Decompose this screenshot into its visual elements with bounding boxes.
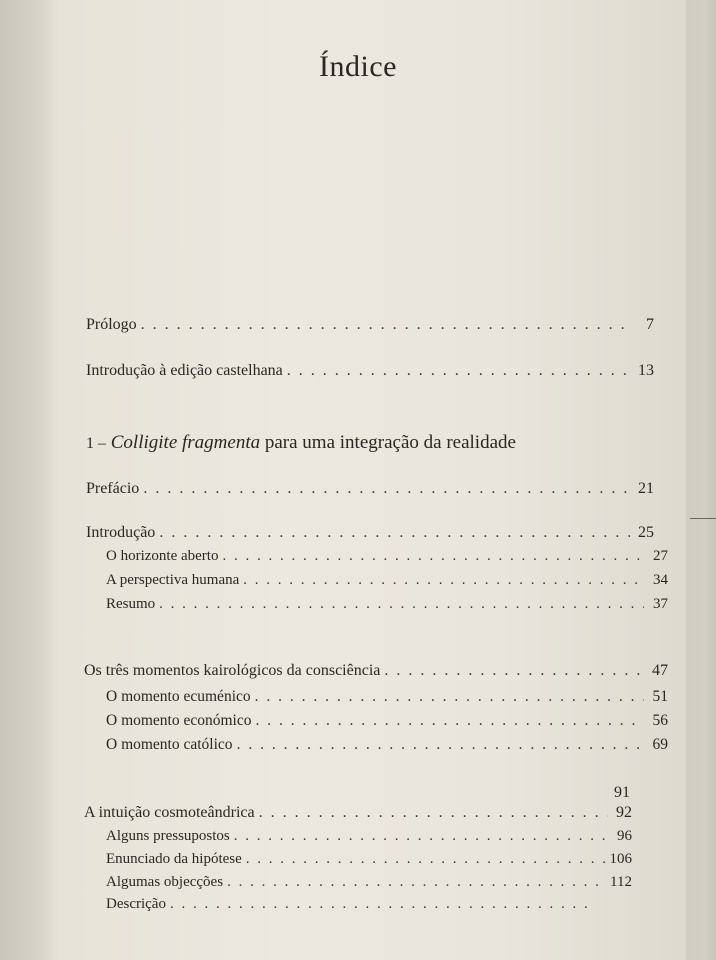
leader-dots [246, 851, 606, 868]
toc-entry-label: O momento católico [106, 736, 233, 753]
toc-page-number: 92 [616, 804, 632, 821]
toc-page-number: 56 [652, 712, 668, 729]
leader-dots [170, 896, 590, 913]
part-title-italic: Colligite fragmenta [110, 432, 261, 453]
leader-dots [237, 736, 644, 754]
toc-entry-catolico [106, 736, 668, 754]
leader-dots [159, 524, 630, 542]
toc-entry-label: Introdução à edição castelhana [86, 362, 283, 379]
toc-page-number: 7 [646, 316, 654, 333]
toc-page-number: 51 [652, 688, 668, 705]
toc-page-number: 34 [653, 572, 668, 588]
leader-dots [222, 548, 644, 565]
toc-entry-label: Resumo [106, 596, 156, 612]
toc-entry-label: Os três momentos kairológicos da consciência [84, 662, 381, 679]
leader-dots [159, 596, 644, 613]
toc-entry-intuicao [84, 804, 632, 822]
toc-page-number: 37 [653, 596, 668, 612]
toc-entry-tres-momentos [84, 662, 668, 680]
toc-entry-prefacio [86, 480, 654, 498]
facing-page-edge [686, 0, 716, 960]
toc-entry-resumo [106, 596, 668, 613]
toc-entry-pressupostos [106, 828, 632, 845]
toc-entry-label: A perspectiva humana [106, 572, 240, 588]
toc-page-number: 27 [653, 548, 668, 564]
leader-dots [255, 688, 644, 706]
toc-page-number: 47 [652, 662, 668, 679]
toc-entry-label: Alguns pressupostos [106, 828, 230, 844]
toc-page-number: 112 [610, 874, 632, 890]
leader-dots [259, 804, 608, 822]
toc-entry-label: O momento económico [106, 712, 252, 729]
part-heading [86, 432, 516, 454]
toc-page-number: 25 [638, 524, 654, 541]
toc-entry-objeccoes [106, 874, 632, 891]
leader-dots [256, 712, 645, 730]
toc-page-number: 69 [652, 736, 668, 753]
page-edge-line [690, 518, 716, 519]
leader-dots [227, 874, 606, 891]
leader-dots [143, 480, 630, 498]
toc-page-number: 106 [609, 851, 632, 867]
toc-entry-label: O momento ecuménico [106, 688, 251, 705]
toc-entry-enunciado [106, 851, 632, 868]
toc-page-number: 96 [617, 828, 632, 844]
toc-page-number-orphan: 91 [614, 784, 630, 801]
part-title-rest: para uma integração da realidade [264, 432, 516, 453]
page-title: Índice [319, 50, 397, 83]
toc-entry-prologo [86, 316, 654, 334]
toc-entry-label: Enunciado da hipótese [106, 851, 242, 867]
leader-dots [384, 662, 644, 680]
toc-entry-horizonte [106, 548, 668, 565]
leader-dots [141, 316, 630, 334]
toc-entry-label: A intuição cosmoteândrica [84, 804, 255, 821]
toc-page-number: 13 [638, 362, 654, 379]
toc-page-number: 21 [638, 480, 654, 497]
toc-entry-introducao-castelhana [86, 362, 654, 380]
toc-entry-label: O horizonte aberto [106, 548, 219, 564]
leader-dots [287, 362, 630, 380]
book-spine-shadow [0, 0, 60, 960]
toc-entry-introducao [86, 524, 654, 542]
leader-dots [234, 828, 608, 845]
toc-entry-label: Algumas objecções [106, 874, 224, 890]
leader-dots [243, 572, 644, 589]
toc-entry-label: Introdução [86, 524, 156, 541]
toc-entry-label: Prólogo [86, 316, 137, 333]
part-number: 1 – [86, 435, 106, 452]
toc-entry-descricao [106, 896, 614, 913]
toc-entry-label: Descrição [106, 896, 166, 912]
toc-entry-label: Prefácio [86, 480, 140, 497]
toc-entry-ecumenico [106, 688, 668, 706]
toc-entry-economico [106, 712, 668, 730]
toc-entry-perspectiva [106, 572, 668, 589]
